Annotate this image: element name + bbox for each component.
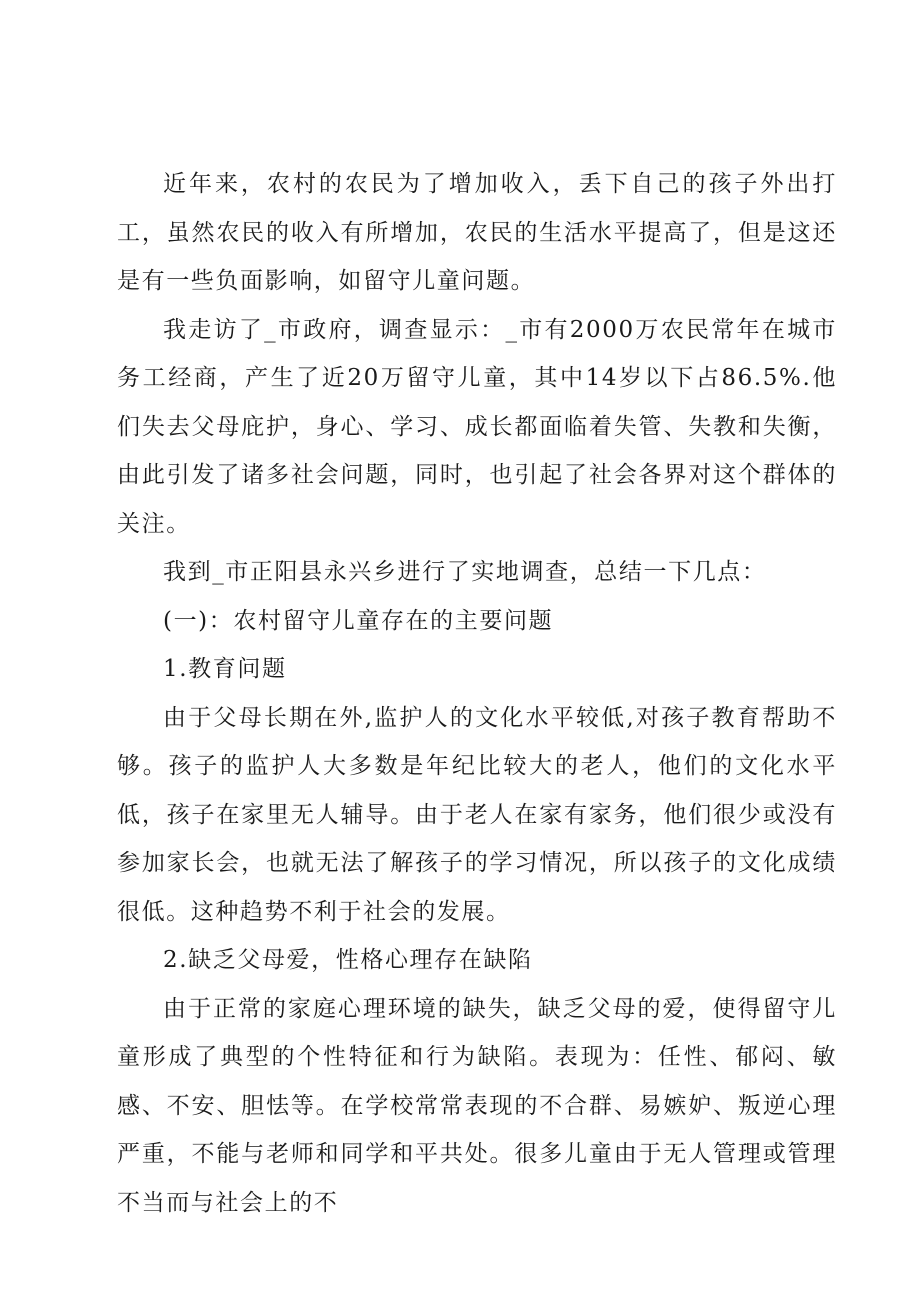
section-heading-main-problems: (一)：农村留守儿童存在的主要问题 [163, 607, 554, 634]
paragraph-education: 由于父母长期在外,监护人的文化水平较低,对孩子教育帮助不够。孩子的监护人大多数是年纪比较大的老人，他们的文化水平低，孩子在家里无人辅导。由于老人在家有家务，他们很少或没有参加家长会，也就无法了解孩子的学习情况，所以孩子的文化成绩很低。这种趋势不利于社会的发展。 [117, 704, 837, 925]
paragraph-field-study: 我到_市正阳县永兴乡进行了实地调查，总结一下几点： [163, 559, 767, 585]
paragraph-personality: 由于正常的家庭心理环境的缺失，缺乏父母的爱，使得留守儿童形成了典型的个性特征和行为缺陷。表现为：任性、郁闷、敏感、不安、胆怯等。在学校常常表现的不合群、易嫉妒、叛逆心理严重，不能与老师和同学和平共处。很多儿童由于无人管理或管理不当而与社会上的不 [117, 995, 837, 1216]
subheading-parental-love: 2.缺乏父母爱，性格心理存在缺陷 [163, 947, 533, 973]
paragraph-survey: 我走访了_市政府，调查显示：_市有2000万农民常年在城市务工经商，产生了近20万留守儿童，其中14岁以下占86.5%.他们失去父母庇护，身心、学习、成长都面临着失管、失教和失衡，由此引发了诸多社会问题，同时，也引起了社会各界对这个群体的关注。 [117, 316, 837, 537]
paragraph-intro: 近年来，农村的农民为了增加收入，丢下自己的孩子外出打工，虽然农民的收入有所增加，农民的生活水平提高了，但是这还是有一些负面影响，如留守儿童问题。 [117, 171, 837, 294]
document-body [117, 160, 837, 1227]
subheading-education: 1.教育问题 [163, 656, 287, 682]
